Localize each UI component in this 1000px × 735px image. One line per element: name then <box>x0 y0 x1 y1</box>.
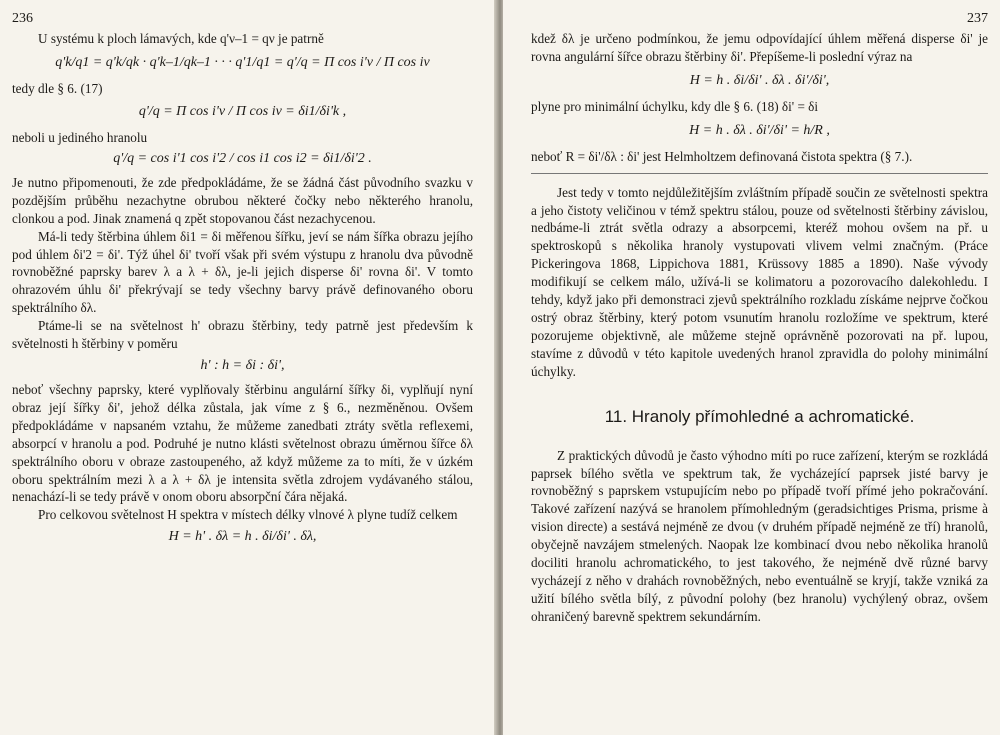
left-paragraph-5: Pro celkovou světelnost H spektra v místech délky vlnové λ plyne tudíž celkem <box>38 507 458 523</box>
equation-label-1: tedy dle § 6. (17) <box>12 80 103 96</box>
left-page-number: 236 <box>12 11 33 26</box>
right-paragraph-2: plyne pro minimální úchylku, kdy dle § 6. (18) δi' = δi <box>531 98 819 114</box>
right-paragraph-4: Jest tedy v tomto nejdůležitějším zvláštním případě součin ze světelnosti spektra a jeho čistoty veličinou v témž spektru stálou, pouze od světelnosti štěrbiny závislou, nedbáme-li ztrát světla odrazy a absorpcemi, kteréž mohou ovšem na př. u spektroskopů s několika hranoly vystupovati vlivem velmi značným. (Práce Pickeringova 1868, Lippichova 1881, Krüssovy 1885 a 1890). Naše vývody modifikují se celkem málo, užívá-li se kolimatoru a pozorovacího dalekohledu. I tehdy, když jako při demonstraci zjevů spektrálního rozkladu získáme nejprve čočkou ostrý obraz štěrbiny, který potom vsunutím hranolu rozložíme ve spektrum, které pozorujeme objektivně, ale můžeme stejně oprávněně pozorovati na př. lupou, stavíme z důvodů v této kapitole uvedených hranol zpravidla do polohy minimální úchylky. <box>531 184 988 379</box>
section-heading: 11. Hranoly přímohledné a achromatické. <box>604 406 915 426</box>
left-page <box>0 0 497 735</box>
right-paragraph-3: neboť R = δi'/δλ : δi' jest Helmholtzem definovaná čistota spektra (§ 7.). <box>531 148 913 164</box>
equation-label-2: neboli u jediného hranolu <box>12 129 148 145</box>
equation-4: h' : h = δi : δi', <box>200 357 285 373</box>
equation-3: q'/q = cos i'1 cos i'2 / cos i1 cos i2 = δi1/δi'2 . <box>113 150 372 166</box>
right-paragraph-1: kdež δλ je určeno podmínkou, že jemu odpovídající úhlem měřená disperse δi' je rovna angulární šířce obrazu štěrbiny δi'. Přepíšeme-li poslední výraz na <box>531 31 988 64</box>
left-paragraph-2: Má-li tedy štěrbina úhlem δi1 = δi měřenou šířku, jeví se nám šířka obrazu jejího pod úhlem δi'2 = δi'. Týž úhel δi' tvoří však při svém výstupu z hranolu dva původně rovnoběžné paprsky barev λ a λ + δλ, je-li jejich disperse δi' rovna δi'. V tomto ohrazovém úhlu δi' překrývají se tedy všechny barvy právě definovaného oboru spektrálního δλ. <box>12 228 473 316</box>
equation-5: H = h' . δλ = h . δi/δi' . δλ, <box>168 529 317 545</box>
equation-7: H = h . δλ . δi'/δi' = h/R , <box>689 122 830 138</box>
right-paragraph-5: Z praktických důvodů je často výhodno míti po ruce zařízení, kterým se rozkládá paprsek bílého světla ve spektrum tak, že vycházející paprsek jisté barvy je rovnoběžný s paprskem vstupujícím nebo po případě tvoří přímé jeho pokračování. Takové zařízení nazývá se hranolem přímohledným (geradsichtiges Prisma, prisme à vision directe) a sestává nejméně ze dvou (v druhém případě nejméně ze tří) hranolů, obyčejně navzájem stmelených. Naopak lze kombinací dvou nebo několika hranolů dociliti hranolu achromatického, to jest takového, že nejméně dvě různé barvy vycházejí z něho v drahách rovnoběžných, nebo eventuálně se kryjí, takže vzniká za užití bílého světla bílý, z původní polohy (bez hranolu) vychýlený obraz, ovšem ohraničený barevně spektrem sekundárním. <box>531 447 988 624</box>
right-page <box>503 0 1000 735</box>
equation-6: H = h . δi/δi' . δλ . δi'/δi', <box>689 72 830 88</box>
left-paragraph-3: Ptáme-li se na světelnost h' obrazu štěrbiny, tedy patrně jest především k světelnosti h štěrbiny v poměru <box>12 318 473 352</box>
equation-1: q'k/q1 = q'k/qk · q'k–1/qk–1 · · · q'1/q1 = q'/q = Π cos i'ν / Π cos iν <box>55 54 430 70</box>
left-paragraph-4: neboť všechny paprsky, které vyplňovaly štěrbinu angulární šířky δi, vyplňují nyní obraz její šířky δi', jehož délka zůstala, jak víme z § 6., nezměněnou. Ovšem předpokládáme v napsaném vztahu, že můžeme zanedbati ztráty světla reflexemi, absorpcí v hranolu a pod. Podruhé je nutno klásti světelnost obrazu úměrnou šířce δλ spektrálního oboru v obraze zastoupeného, až když můžeme za to míti, že v úzkém oboru spektrálním mezi λ a λ + δλ je intensita světla zdrojem vydávaného stálou, nenachází-li se tedy právě v onom oboru absorpční čára nějaká. <box>12 381 473 505</box>
divider-rule <box>531 173 988 174</box>
left-intro: U systému k ploch lámavých, kde q'ν–1 = qν je patrně <box>38 31 324 46</box>
left-paragraph-1: Je nutno připomenouti, že zde předpokládáme, že se žádná část původního svazku v pozdějším průběhu nezachytne obrubou některé čočky nebo některého hranolu, clonkou a pod. Jinak znamená q zpět stopovanou část nezachycenou. <box>12 174 473 226</box>
right-page-number: 237 <box>967 11 988 26</box>
equation-2: q'/q = Π cos i'ν / Π cos iν = δi1/δi'k , <box>138 103 347 119</box>
